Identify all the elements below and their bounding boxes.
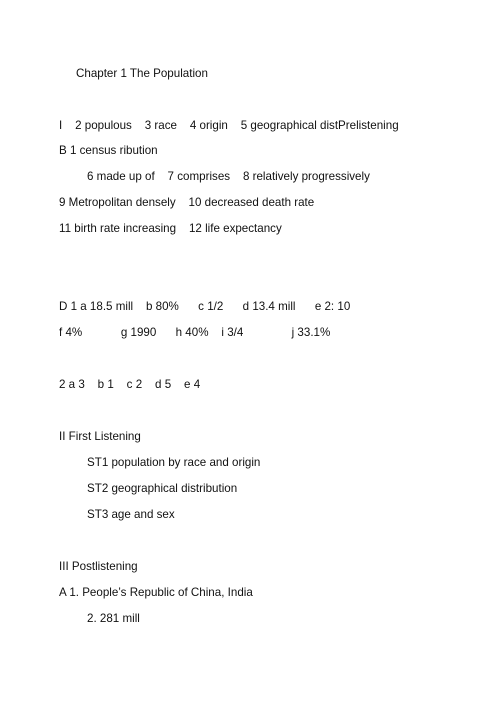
text-line: ST3 age and sex [87,508,175,521]
text-line: 9 Metropolitan densely 10 decreased death rate [59,196,315,209]
chapter-title: Chapter 1 The Population [76,67,208,80]
text-line: 6 made up of 7 comprises 8 relatively progressively [87,170,370,183]
text-line: ST2 geographical distribution [87,482,238,495]
section-heading: III Postlistening [59,560,138,573]
text-line: ST1 population by race and origin [87,456,261,469]
text-line: 11 birth rate increasing 12 life expectancy [59,222,282,235]
text-line: f 4% g 1990 h 40% i 3/4 j 33.1% [59,326,331,339]
text-line: I 2 populous 3 race 4 origin 5 geographical distPrelistening [59,119,399,132]
text-line: 2. 281 mill [87,612,140,625]
section-heading: II First Listening [59,430,141,443]
text-line: 2 a 3 b 1 c 2 d 5 e 4 [59,378,201,391]
text-line: A 1. People’s Republic of China, India [59,586,253,599]
text-line: D 1 a 18.5 mill b 80% c 1/2 d 13.4 mill e 2: 10 [59,300,351,313]
text-line: B 1 census ribution [59,144,158,157]
